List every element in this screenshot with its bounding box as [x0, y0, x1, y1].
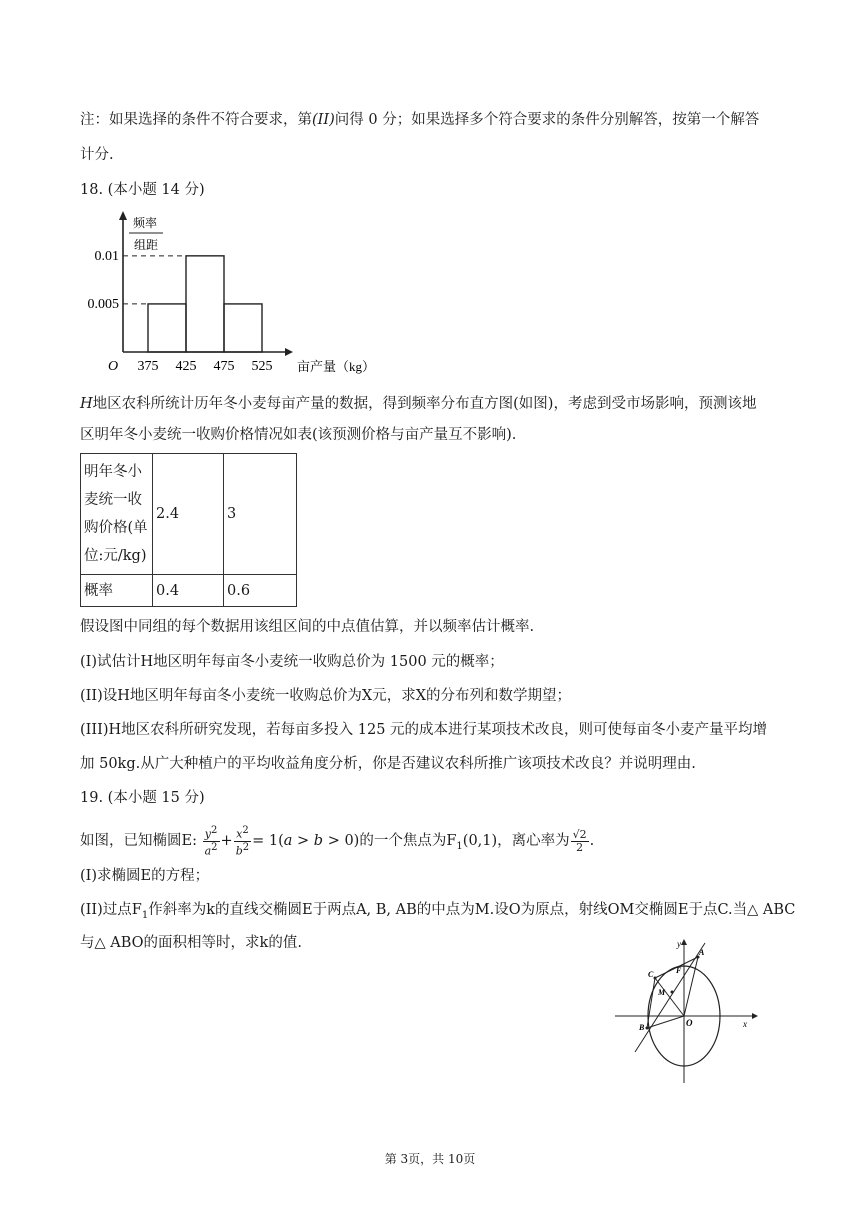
q19-intro: 如图，已知椭圆E: $\frac{y^2}{a^2}$ + $\frac{x^2}{b^2}$ = 1(a > b > 0)的一个焦点为$F_1(0,1)$，离心率为 $\frac{√2}{2}$ .	[80, 825, 595, 858]
price-row	[81, 454, 297, 575]
price-label-cell	[81, 454, 153, 575]
histogram-chart	[75, 208, 395, 380]
q19-part-2-line-1: (II)过点$F_1$作斜率为k的直线交椭圆E于两点A, B, AB的中点为M.设O为原点，射线OM交椭圆E于点C.当△ ABC	[80, 902, 796, 921]
q18-header: 18. (本小题 14 分)	[80, 182, 205, 198]
point-b	[646, 1027, 649, 1030]
q19-header: 19. (本小题 15 分)	[80, 790, 205, 806]
price-value-cell: 3	[224, 454, 297, 575]
q18-intro-2: 区明年冬小麦统一收购价格情况如表(该预测价格与亩产量互不影响).	[80, 427, 517, 443]
note-line-1	[80, 110, 759, 130]
q19-intro-text: 如图，已知椭圆E:	[80, 833, 197, 850]
q18-assumption: 假设图中同组的每个数据用该组区间的中点值估算，并以频率估计概率.	[80, 619, 535, 635]
y-axis-label-denominator: 组距	[133, 238, 159, 252]
label-f: F	[676, 966, 682, 975]
label-a: A	[699, 948, 705, 957]
q18-part-3-line-1: (III)H地区农科所研究发现，若每亩多投入 125 元的成本进行某项技术改良，则可使每亩冬小麦产量平均增	[80, 722, 768, 738]
page-footer: 第 3页，共 10页	[384, 1152, 476, 1166]
note-roman: (II)	[312, 112, 335, 128]
histogram-bar	[224, 304, 262, 352]
price-value-cell: 2.4	[153, 454, 224, 575]
point-c	[654, 977, 657, 980]
x-tick-label: 525	[251, 359, 273, 374]
q18-intro-1	[80, 394, 756, 414]
x-tick-label: 425	[175, 359, 197, 374]
label-y: y	[677, 939, 681, 949]
origin-label: O	[108, 359, 119, 374]
price-label-line: 位:元/kg)	[84, 548, 147, 564]
probability-row	[81, 575, 297, 607]
x-tick-label: 475	[213, 359, 235, 374]
segment-bo	[647, 1016, 684, 1028]
y-tick-label: 0.01	[94, 248, 119, 264]
segment-cb	[647, 978, 655, 1028]
note-text: 注：如果选择的条件不符合要求，第	[80, 112, 312, 128]
q19-part-2-text: (II)过点F	[80, 902, 142, 918]
probability-value-cell: 0.6	[224, 575, 297, 607]
label-x: x	[743, 1019, 747, 1029]
histogram-bar	[148, 304, 186, 352]
note-text-2: 问得 0 分；如果选择多个符合要求的条件分别解答，按第一个解答	[334, 112, 760, 128]
label-b: B	[639, 1023, 645, 1032]
ellipse-term-x: $\frac{x^2}{b^2}$	[235, 825, 250, 858]
probability-label-cell: 概率	[81, 575, 153, 607]
q18-part-3-line-2: 加 50kg.从广大种植户的平均收益角度分析，你是否建议农科所推广该项技术改良？并说明理由.	[80, 756, 696, 772]
x-axis-label: 亩产量（kg）	[297, 359, 376, 374]
x-axis-arrow	[752, 1013, 758, 1019]
q19-part-1: (I)求椭圆E的方程；	[80, 868, 210, 884]
y-axis-arrow	[681, 939, 687, 945]
price-label-line: 麦统一收	[84, 492, 142, 508]
x-axis-arrow	[285, 348, 293, 356]
q19-focus-text: 的一个焦点为F	[359, 833, 457, 850]
ellipse-term-y: $\frac{y^2}{a^2}$	[204, 825, 218, 858]
q19-eccentricity-text: (0,1)，离心率为	[462, 833, 570, 850]
label-o: O	[686, 1018, 693, 1028]
q18-intro-text: 地区农科所统计历年冬小麦每亩产量的数据，得到频率分布直方图(如图)，考虑到受市场影响，预测该地	[92, 396, 757, 412]
point-m	[671, 991, 674, 994]
q19-part-2-line-2: 与△ ABO的面积相等时，求k的值.	[80, 935, 302, 951]
region-symbol: H	[80, 396, 93, 412]
q19-part-2-text-b: 作斜率为k的直线交椭圆E于两点A, B, AB的中点为M.设O为原点，射线OM交椭圆E于点C.当△ ABC	[148, 902, 796, 918]
y-axis-arrow	[119, 211, 127, 220]
x-tick-label: 375	[137, 359, 159, 374]
price-label-line: 明年冬小	[84, 464, 142, 480]
y-tick-label: 0.005	[87, 296, 119, 312]
price-label-line: 购价格(单	[84, 520, 148, 536]
probability-value-cell: 0.4	[153, 575, 224, 607]
ellipse-figure	[615, 935, 760, 1085]
y-axis-label-numerator: 频率	[132, 216, 158, 230]
eccentricity-value: $\frac{√2}{2}$	[572, 827, 587, 854]
q18-part-2: (II)设H地区明年每亩冬小麦统一收购总价为X元，求X的分布列和数学期望；	[80, 688, 572, 704]
q18-part-1: (I)试估计H地区明年每亩冬小麦统一收购总价为 1500 元的概率；	[80, 654, 504, 670]
ray-om	[655, 978, 684, 1016]
histogram-bar	[186, 256, 224, 352]
price-table	[80, 453, 297, 607]
label-m: M	[658, 988, 666, 997]
label-c: C	[648, 970, 654, 979]
note-line-2: 计分.	[80, 147, 114, 163]
